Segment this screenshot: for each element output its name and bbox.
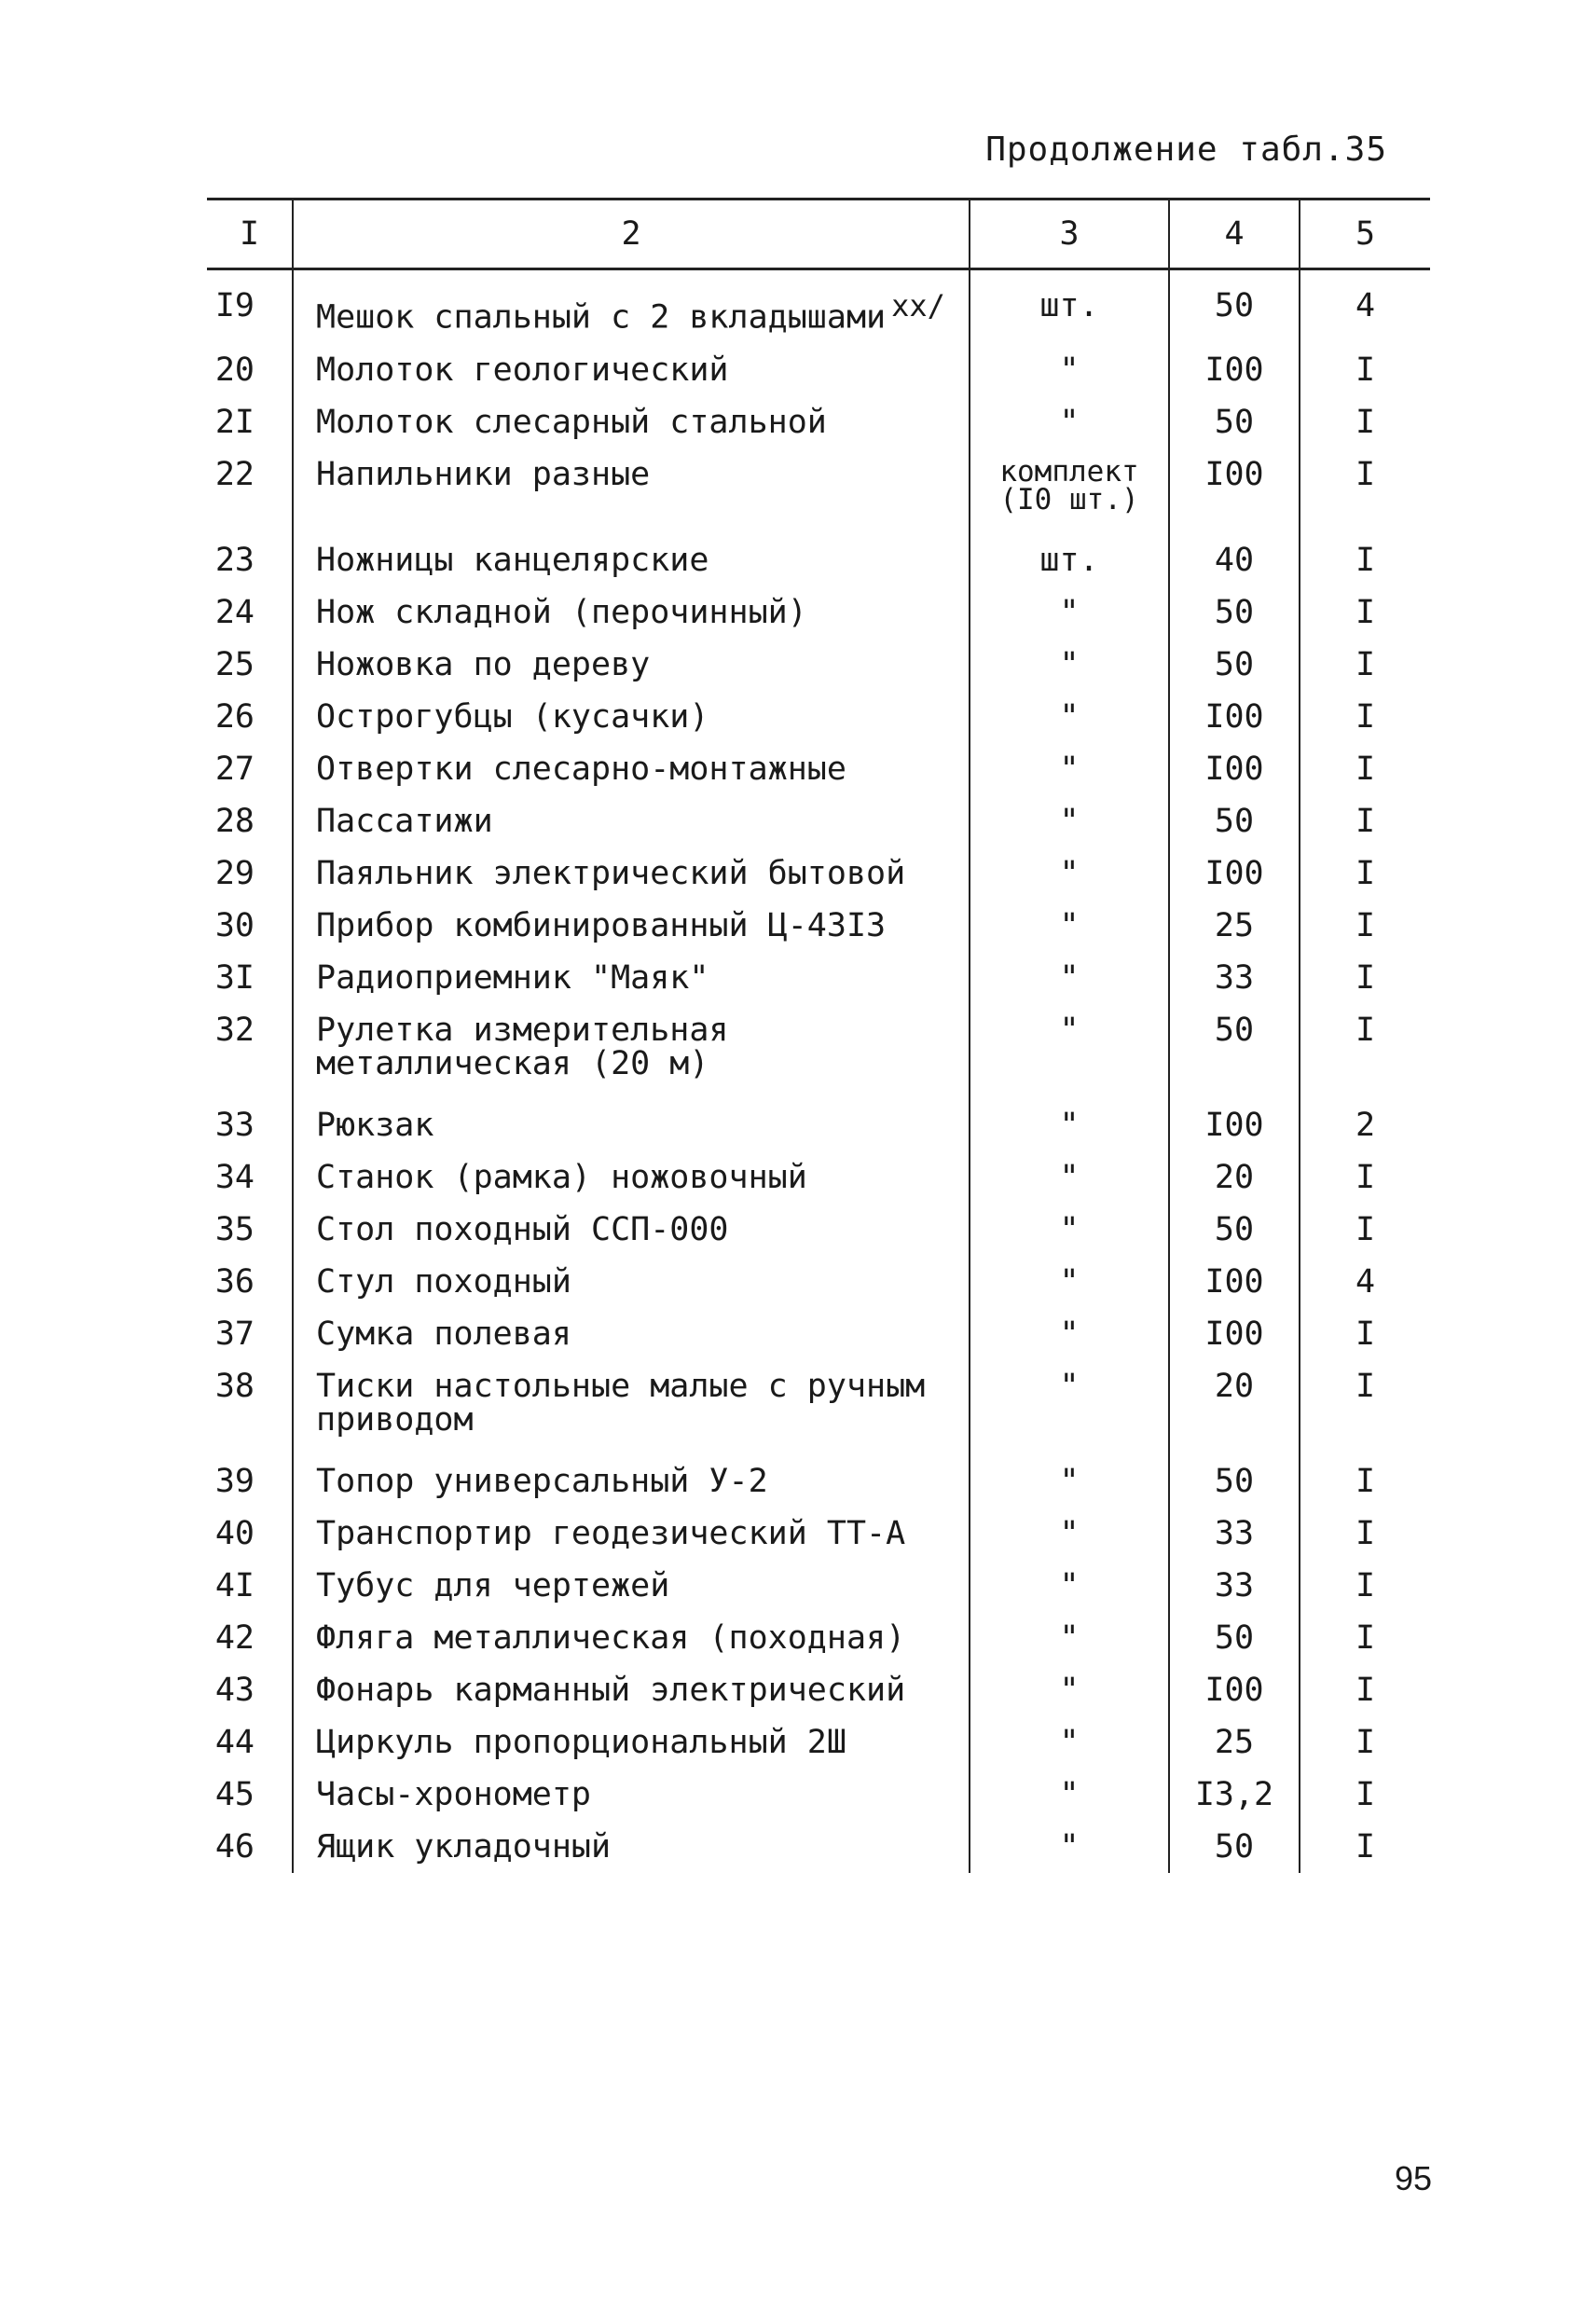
- quantity-value: I: [1300, 586, 1430, 639]
- quantity-value: I: [1300, 1612, 1430, 1664]
- item-name: Фонарь карманный электрический: [316, 1671, 906, 1709]
- unit-cell: [970, 448, 1169, 534]
- unit: ": [1059, 1566, 1080, 1604]
- column-header: 2: [293, 200, 970, 269]
- item-name-cell: [293, 1151, 970, 1204]
- item-name: Отвертки слесарно-монтажные: [316, 750, 846, 788]
- unit: ": [1059, 1618, 1080, 1657]
- item-name-cell: [293, 344, 970, 396]
- quantity-value: I: [1300, 1716, 1430, 1769]
- row-number: 43: [214, 1671, 255, 1709]
- norm-value: 33: [1169, 952, 1300, 1004]
- item-name: Напильники разные: [316, 455, 651, 493]
- table-row: [207, 691, 1430, 743]
- row-number: 25: [214, 645, 255, 683]
- unit-cell: [970, 1612, 1169, 1664]
- item-name: Транспортир геодезический ТТ-А: [316, 1514, 906, 1552]
- norm-value: I00: [1169, 1256, 1300, 1308]
- unit-cell: [970, 1560, 1169, 1612]
- unit-cell: [970, 847, 1169, 900]
- column-header: I: [207, 200, 293, 269]
- item-name-cell: [293, 847, 970, 900]
- table-row: [207, 1151, 1430, 1204]
- unit-cell: [970, 1716, 1169, 1769]
- table-row: [207, 900, 1430, 952]
- unit: ": [1059, 1827, 1080, 1866]
- item-name: Нож складной (перочинный): [316, 593, 807, 631]
- table-row: [207, 1099, 1430, 1151]
- quantity-value: I: [1300, 952, 1430, 1004]
- norm-value: I00: [1169, 344, 1300, 396]
- item-name: Фляга металлическая (походная): [316, 1618, 906, 1657]
- item-name-cell: [293, 1560, 970, 1612]
- item-name: Ножницы канцелярские: [316, 541, 709, 579]
- item-name: Мешок спальный с 2 вкладышами: [316, 298, 887, 337]
- table-row: [207, 639, 1430, 691]
- unit-cell: [970, 1360, 1169, 1455]
- table-row: [207, 1256, 1430, 1308]
- item-name: Радиоприемник "Маяк": [316, 958, 709, 997]
- item-name-cell: [293, 691, 970, 743]
- item-name-cell: [293, 448, 970, 534]
- unit: ": [1059, 958, 1080, 997]
- unit-cell: [970, 534, 1169, 586]
- quantity-value: I: [1300, 1769, 1430, 1821]
- table-row: [207, 396, 1430, 448]
- column-header: 4: [1169, 200, 1300, 269]
- item-name-cell: [293, 1508, 970, 1560]
- quantity-value: I: [1300, 1455, 1430, 1508]
- item-name-cell: [293, 1769, 970, 1821]
- row-number: 34: [214, 1158, 255, 1196]
- row-number: 44: [214, 1723, 255, 1761]
- quantity-value: I: [1300, 534, 1430, 586]
- item-name-cell: [293, 743, 970, 795]
- table-row: [207, 743, 1430, 795]
- row-number: 35: [214, 1210, 255, 1248]
- quantity-value: I: [1300, 900, 1430, 952]
- item-name-cell: [293, 1004, 970, 1099]
- item-name-cell: [293, 534, 970, 586]
- column-header: 3: [970, 200, 1169, 269]
- row-number: 45: [214, 1775, 255, 1813]
- footnote-mark: xx/: [891, 288, 945, 324]
- row-number: 33: [214, 1106, 255, 1144]
- item-name-cell: [293, 1360, 970, 1455]
- unit-cell: [970, 1508, 1169, 1560]
- norm-value: 20: [1169, 1151, 1300, 1204]
- item-name-cell: [293, 1821, 970, 1873]
- unit-cell: [970, 1151, 1169, 1204]
- unit-cell: [970, 586, 1169, 639]
- unit-cell: [970, 1004, 1169, 1099]
- item-name-cell: [293, 396, 970, 448]
- quantity-value: I: [1300, 1204, 1430, 1256]
- item-name-cell: [293, 586, 970, 639]
- unit: шт.: [1039, 287, 1099, 324]
- table-row: [207, 1308, 1430, 1360]
- table-row: [207, 1769, 1430, 1821]
- quantity-value: I: [1300, 1004, 1430, 1099]
- unit: ": [1059, 1514, 1080, 1552]
- item-name-cell: [293, 1204, 970, 1256]
- quantity-value: I: [1300, 344, 1430, 396]
- norm-value: 50: [1169, 639, 1300, 691]
- item-name: Пассатижи: [316, 802, 493, 840]
- unit-cell: [970, 1308, 1169, 1360]
- norm-value: I00: [1169, 448, 1300, 534]
- item-name: Сумка полевая: [316, 1315, 571, 1353]
- norm-value: 33: [1169, 1560, 1300, 1612]
- quantity-value: I: [1300, 448, 1430, 534]
- table-row: [207, 344, 1430, 396]
- quantity-value: 4: [1300, 269, 1430, 344]
- unit: ": [1059, 1723, 1080, 1761]
- unit-cell: [970, 795, 1169, 847]
- row-number: 4I: [214, 1566, 255, 1604]
- unit-cell: [970, 396, 1169, 448]
- row-number: 27: [214, 750, 255, 788]
- unit: ": [1059, 1262, 1080, 1301]
- table-row: [207, 1612, 1430, 1664]
- page-number: 95: [1394, 2159, 1432, 2197]
- item-name-cell: [293, 952, 970, 1004]
- item-name-cell: [293, 1716, 970, 1769]
- unit: ": [1059, 1210, 1080, 1248]
- header-row: [207, 200, 1430, 269]
- row-number: 39: [214, 1462, 255, 1500]
- item-name: Паяльник электрический бытовой: [316, 854, 906, 892]
- quantity-value: I: [1300, 1360, 1430, 1455]
- unit: ": [1059, 1775, 1080, 1813]
- unit: ": [1059, 697, 1080, 736]
- quantity-value: I: [1300, 1560, 1430, 1612]
- item-name-cell: [293, 269, 970, 344]
- item-name-cell: [293, 900, 970, 952]
- unit: ": [1059, 645, 1080, 683]
- quantity-value: 2: [1300, 1099, 1430, 1151]
- unit: ": [1059, 1462, 1080, 1500]
- table-row: [207, 1821, 1430, 1873]
- item-name: Стул походный: [316, 1262, 571, 1301]
- unit: ": [1059, 403, 1080, 441]
- quantity-value: I: [1300, 691, 1430, 743]
- table-row: [207, 847, 1430, 900]
- norm-value: 50: [1169, 269, 1300, 344]
- unit: ": [1059, 351, 1080, 389]
- item-name: Станок (рамка) ножовочный: [316, 1158, 807, 1196]
- norm-value: 50: [1169, 1821, 1300, 1873]
- norm-value: 25: [1169, 1716, 1300, 1769]
- unit: ": [1059, 1106, 1080, 1144]
- row-number: 3I: [214, 958, 255, 997]
- norm-value: I00: [1169, 743, 1300, 795]
- norm-value: 50: [1169, 1455, 1300, 1508]
- item-name: Стол походный ССП-000: [316, 1210, 729, 1248]
- norm-value: 50: [1169, 1004, 1300, 1099]
- unit: ": [1059, 1315, 1080, 1353]
- row-number: 20: [214, 351, 255, 389]
- quantity-value: I: [1300, 743, 1430, 795]
- item-name-cell: [293, 795, 970, 847]
- unit: ": [1059, 854, 1080, 892]
- table-row: [207, 1560, 1430, 1612]
- norm-value: 50: [1169, 795, 1300, 847]
- norm-value: I00: [1169, 1099, 1300, 1151]
- table-row: [207, 1508, 1430, 1560]
- row-number: 28: [214, 802, 255, 840]
- unit: шт.: [1039, 541, 1099, 579]
- table-row: [207, 1716, 1430, 1769]
- row-number: 24: [214, 593, 255, 631]
- equipment-table: [207, 198, 1430, 1873]
- table-row: [207, 269, 1430, 344]
- norm-value: 50: [1169, 586, 1300, 639]
- unit-cell: [970, 743, 1169, 795]
- unit: ": [1059, 906, 1080, 944]
- item-name-cell: [293, 1664, 970, 1716]
- norm-value: 33: [1169, 1508, 1300, 1560]
- table-row: [207, 1004, 1430, 1099]
- table-caption: Продолжение табл.35: [985, 131, 1387, 169]
- unit-cell: [970, 1455, 1169, 1508]
- item-name: Молоток геологический: [316, 351, 729, 389]
- table-row: [207, 534, 1430, 586]
- item-name: Рулетка измерительная металлическая (20 м): [316, 1011, 729, 1082]
- unit: комплект (I0 шт.): [999, 454, 1139, 516]
- item-name-cell: [293, 1099, 970, 1151]
- quantity-value: I: [1300, 1664, 1430, 1716]
- unit-cell: [970, 639, 1169, 691]
- unit: ": [1059, 1011, 1080, 1049]
- table-row: [207, 952, 1430, 1004]
- unit: ": [1059, 593, 1080, 631]
- norm-value: 20: [1169, 1360, 1300, 1455]
- quantity-value: I: [1300, 1151, 1430, 1204]
- row-number: 38: [214, 1367, 255, 1405]
- row-number: 22: [214, 455, 255, 493]
- norm-value: I00: [1169, 847, 1300, 900]
- table-row: [207, 586, 1430, 639]
- row-number: 30: [214, 906, 255, 944]
- quantity-value: 4: [1300, 1256, 1430, 1308]
- row-number: 23: [214, 541, 255, 579]
- unit-cell: [970, 691, 1169, 743]
- item-name-cell: [293, 1455, 970, 1508]
- norm-value: I00: [1169, 1308, 1300, 1360]
- quantity-value: I: [1300, 1821, 1430, 1873]
- row-number: 29: [214, 854, 255, 892]
- unit-cell: [970, 1664, 1169, 1716]
- norm-value: I3,2: [1169, 1769, 1300, 1821]
- table-row: [207, 795, 1430, 847]
- item-name: Прибор комбинированный Ц-43I3: [316, 906, 887, 944]
- unit-cell: [970, 344, 1169, 396]
- row-number: 42: [214, 1618, 255, 1657]
- row-number: 36: [214, 1262, 255, 1301]
- item-name-cell: [293, 1308, 970, 1360]
- item-name: Тиски настольные малые с ручным приводом: [316, 1367, 926, 1439]
- item-name: Тубус для чертежей: [316, 1566, 670, 1604]
- norm-value: 25: [1169, 900, 1300, 952]
- item-name: Молоток слесарный стальной: [316, 403, 827, 441]
- quantity-value: I: [1300, 847, 1430, 900]
- unit-cell: [970, 269, 1169, 344]
- item-name: Циркуль пропорциональный 2Ш: [316, 1723, 846, 1761]
- norm-value: 40: [1169, 534, 1300, 586]
- norm-value: 50: [1169, 1612, 1300, 1664]
- norm-value: 50: [1169, 396, 1300, 448]
- row-number: 40: [214, 1514, 255, 1552]
- unit-cell: [970, 1204, 1169, 1256]
- unit: ": [1059, 750, 1080, 788]
- row-number: 37: [214, 1315, 255, 1353]
- item-name: Топор универсальный У-2: [316, 1462, 768, 1500]
- quantity-value: I: [1300, 1308, 1430, 1360]
- column-header: 5: [1300, 200, 1430, 269]
- norm-value: I00: [1169, 691, 1300, 743]
- table-row: [207, 1455, 1430, 1508]
- table-body: [207, 269, 1430, 1873]
- table-row: [207, 448, 1430, 534]
- row-number: 26: [214, 697, 255, 736]
- table-row: [207, 1664, 1430, 1716]
- quantity-value: I: [1300, 396, 1430, 448]
- unit: ": [1059, 802, 1080, 840]
- item-name: Острогубцы (кусачки): [316, 697, 709, 736]
- item-name: Часы-хронометр: [316, 1775, 592, 1813]
- table-row: [207, 1204, 1430, 1256]
- unit: ": [1059, 1367, 1080, 1405]
- unit: ": [1059, 1671, 1080, 1709]
- row-number: I9: [214, 287, 255, 324]
- item-name: Ножовка по дереву: [316, 645, 651, 683]
- unit-cell: [970, 1099, 1169, 1151]
- item-name-cell: [293, 1612, 970, 1664]
- unit-cell: [970, 1769, 1169, 1821]
- quantity-value: I: [1300, 639, 1430, 691]
- table-row: [207, 1360, 1430, 1455]
- unit: ": [1059, 1158, 1080, 1196]
- item-name-cell: [293, 639, 970, 691]
- item-name: Ящик укладочный: [316, 1827, 612, 1866]
- norm-value: I00: [1169, 1664, 1300, 1716]
- row-number: 46: [214, 1827, 255, 1866]
- unit-cell: [970, 1821, 1169, 1873]
- item-name-cell: [293, 1256, 970, 1308]
- quantity-value: I: [1300, 795, 1430, 847]
- unit-cell: [970, 952, 1169, 1004]
- row-number: 2I: [214, 403, 255, 441]
- unit-cell: [970, 900, 1169, 952]
- norm-value: 50: [1169, 1204, 1300, 1256]
- row-number: 32: [214, 1011, 255, 1049]
- unit-cell: [970, 1256, 1169, 1308]
- quantity-value: I: [1300, 1508, 1430, 1560]
- item-name: Рюкзак: [316, 1106, 434, 1144]
